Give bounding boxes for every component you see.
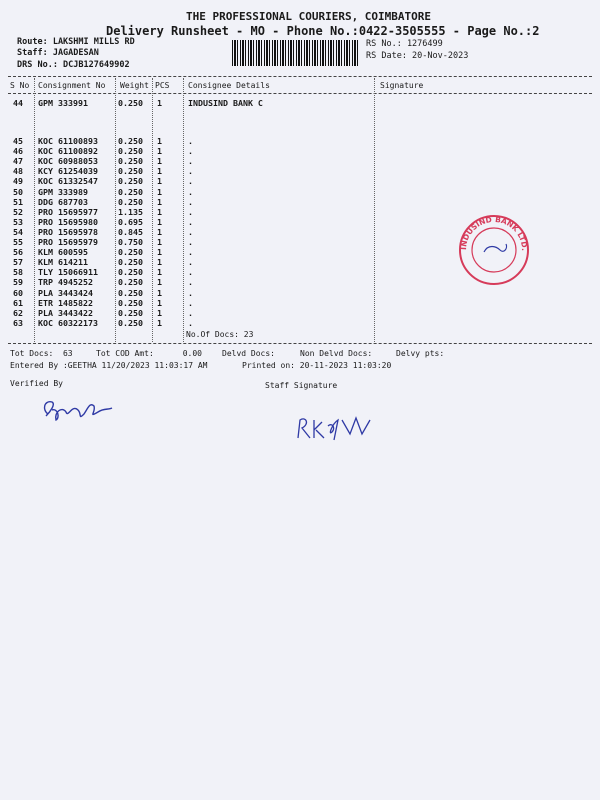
row-consignment: PRO 15695977 <box>38 206 98 217</box>
col-weight: Weight <box>120 81 149 90</box>
row-sno: 63 <box>13 317 23 328</box>
row-pcs: 1 <box>157 297 162 308</box>
svg-text:INDUSIND BANK LTD. <box>459 215 529 251</box>
rs-date: RS Date: 20-Nov-2023 <box>366 51 469 61</box>
non-delvd-docs: Non Delvd Docs: <box>300 349 373 358</box>
row-consignment: KCY 61254039 <box>38 166 98 177</box>
row-consignment: ETR 1485822 <box>38 297 93 308</box>
row-consignment: KOC 60322173 <box>38 317 98 328</box>
col-sno: S No <box>10 81 30 90</box>
runsheet-title: Delivery Runsheet - MO - Phone No.:0422-3505555 - Page No.:2 <box>106 24 540 38</box>
row-consignee-dot: . <box>188 317 193 328</box>
row-consignment: DDG 687703 <box>38 196 88 207</box>
row-consignee-dot: . <box>188 277 193 288</box>
rs-number: RS No.: 1276499 <box>366 39 443 49</box>
row-consignee-dot: . <box>188 257 193 268</box>
row-pcs: 1 <box>157 156 162 167</box>
row-pcs: 1 <box>157 166 162 177</box>
row-sno: 44 <box>13 98 23 108</box>
row-weight: 0.250 <box>118 156 143 167</box>
entered-by: Entered By :GEETHA 11/20/2023 11:03:17 AM <box>10 361 208 370</box>
row-pcs: 1 <box>157 277 162 288</box>
row-sno: 50 <box>13 186 23 197</box>
bank-stamp <box>456 212 532 288</box>
row-pcs: 1 <box>157 307 162 318</box>
divider <box>8 93 592 94</box>
row-weight: 0.250 <box>118 98 143 108</box>
verifier-signature <box>38 392 118 426</box>
row-weight: 0.845 <box>118 226 143 237</box>
table-row <box>0 136 600 146</box>
row-sno: 61 <box>13 297 23 308</box>
row-sno: 57 <box>13 257 23 268</box>
printed-on: Printed on: 20-11-2023 11:03:20 <box>242 361 392 370</box>
delvy-pts: Delvy pts: <box>396 349 445 358</box>
table-row <box>0 146 600 156</box>
staff-signature-label: Staff Signature <box>265 381 338 390</box>
row-sno: 62 <box>13 307 23 318</box>
row-sno: 53 <box>13 216 23 227</box>
table-row <box>0 308 600 318</box>
row-consignee-dot: . <box>188 307 193 318</box>
row-pcs: 1 <box>157 267 162 278</box>
row-consignment: KOC 60988053 <box>38 156 98 167</box>
table-row <box>0 298 600 308</box>
row-consignee-dot: . <box>188 226 193 237</box>
row-consignee-dot: . <box>188 216 193 227</box>
row-pcs: 1 <box>157 257 162 268</box>
row-weight: 0.250 <box>118 307 143 318</box>
row-weight: 0.750 <box>118 237 143 247</box>
row-pcs: 1 <box>157 176 162 187</box>
table-row <box>0 98 600 108</box>
row-pcs: 1 <box>157 98 162 108</box>
drs-number: DRS No.: DCJB127649902 <box>17 60 130 70</box>
row-sno: 47 <box>13 156 23 167</box>
table-row <box>0 176 600 186</box>
row-consignee-dot: . <box>188 156 193 167</box>
row-consignee-dot: . <box>188 287 193 298</box>
col-consignee: Consignee Details <box>188 81 270 90</box>
delvd-docs: Delvd Docs: <box>222 349 275 358</box>
row-consignee: INDUSIND BANK C <box>188 98 263 108</box>
col-signature: Signature <box>380 81 424 90</box>
row-sno: 48 <box>13 166 23 177</box>
table-row <box>0 156 600 166</box>
row-sno: 55 <box>13 237 23 247</box>
row-pcs: 1 <box>157 136 162 146</box>
row-consignment: GPM 333989 <box>38 186 88 197</box>
row-consignment: KOC 61332547 <box>38 176 98 187</box>
row-weight: 0.250 <box>118 186 143 197</box>
col-consignment: Consignment No <box>38 81 106 90</box>
row-consignee-dot: . <box>188 297 193 308</box>
row-consignee-dot: . <box>188 267 193 278</box>
row-consignment: TRP 4945252 <box>38 277 93 288</box>
no-of-docs: No.Of Docs: 23 <box>186 330 254 339</box>
row-consignment: KLM 614211 <box>38 257 88 268</box>
row-sno: 58 <box>13 267 23 278</box>
row-consignee-dot: . <box>188 166 193 177</box>
table-row <box>0 197 600 207</box>
row-consignment: TLY 15066911 <box>38 267 98 278</box>
table-row <box>0 288 600 298</box>
row-weight: 1.135 <box>118 206 143 217</box>
row-pcs: 1 <box>157 146 162 157</box>
row-weight: 0.250 <box>118 146 143 157</box>
table-row <box>0 187 600 197</box>
table-row <box>0 166 600 176</box>
row-pcs: 1 <box>157 317 162 328</box>
row-pcs: 1 <box>157 287 162 298</box>
row-consignment: PRO 15695979 <box>38 237 98 247</box>
row-weight: 0.250 <box>118 247 143 258</box>
row-weight: 0.695 <box>118 216 143 227</box>
row-sno: 46 <box>13 146 23 157</box>
verified-by-label: Verified By <box>10 379 63 388</box>
row-consignment: PLA 3443424 <box>38 287 93 298</box>
row-sno: 52 <box>13 206 23 217</box>
row-pcs: 1 <box>157 196 162 207</box>
row-pcs: 1 <box>157 237 162 247</box>
row-consignee-dot: . <box>188 237 193 247</box>
row-sno: 51 <box>13 196 23 207</box>
row-consignee-dot: . <box>188 206 193 217</box>
row-weight: 0.250 <box>118 287 143 298</box>
row-weight: 0.250 <box>118 277 143 288</box>
row-consignee-dot: . <box>188 176 193 187</box>
row-sno: 59 <box>13 277 23 288</box>
row-consignment: KOC 61100893 <box>38 136 98 146</box>
row-pcs: 1 <box>157 216 162 227</box>
row-consignment: KLM 600595 <box>38 247 88 258</box>
route-label: Route: LAKSHMI MILLS RD <box>17 37 135 47</box>
divider <box>8 76 592 77</box>
row-consignee-dot: . <box>188 146 193 157</box>
staff-signature <box>292 410 384 446</box>
row-weight: 0.250 <box>118 297 143 308</box>
row-sno: 49 <box>13 176 23 187</box>
company-name: THE PROFESSIONAL COURIERS, COIMBATORE <box>186 10 432 23</box>
row-weight: 0.250 <box>118 176 143 187</box>
row-pcs: 1 <box>157 226 162 237</box>
row-consignee-dot: . <box>188 136 193 146</box>
row-sno: 56 <box>13 247 23 258</box>
row-weight: 0.250 <box>118 267 143 278</box>
row-sno: 60 <box>13 287 23 298</box>
row-weight: 0.250 <box>118 196 143 207</box>
row-consignee-dot: . <box>188 196 193 207</box>
row-consignment: PLA 3443422 <box>38 307 93 318</box>
row-pcs: 1 <box>157 206 162 217</box>
staff-label: Staff: JAGADESAN <box>17 48 99 58</box>
divider <box>8 343 592 344</box>
barcode <box>232 40 360 66</box>
row-weight: 0.250 <box>118 257 143 268</box>
col-pcs: PCS <box>155 81 170 90</box>
row-consignment: PRO 15695980 <box>38 216 98 227</box>
row-consignment: GPM 333991 <box>38 98 88 108</box>
stamp-text: INDUSIND BANK LTD. <box>458 214 530 251</box>
row-consignment: PRO 15695978 <box>38 226 98 237</box>
row-consignee-dot: . <box>188 247 193 258</box>
tot-docs: Tot Docs: 63 <box>10 349 73 358</box>
row-sno: 45 <box>13 136 23 146</box>
row-sno: 54 <box>13 226 23 237</box>
table-row <box>0 318 600 328</box>
row-weight: 0.250 <box>118 136 143 146</box>
row-pcs: 1 <box>157 186 162 197</box>
row-consignee-dot: . <box>188 186 193 197</box>
row-weight: 0.250 <box>118 166 143 177</box>
row-consignment: KOC 61100892 <box>38 146 98 157</box>
tot-cod: Tot COD Amt: 0.00 <box>96 349 202 358</box>
row-weight: 0.250 <box>118 317 143 328</box>
row-pcs: 1 <box>157 247 162 258</box>
